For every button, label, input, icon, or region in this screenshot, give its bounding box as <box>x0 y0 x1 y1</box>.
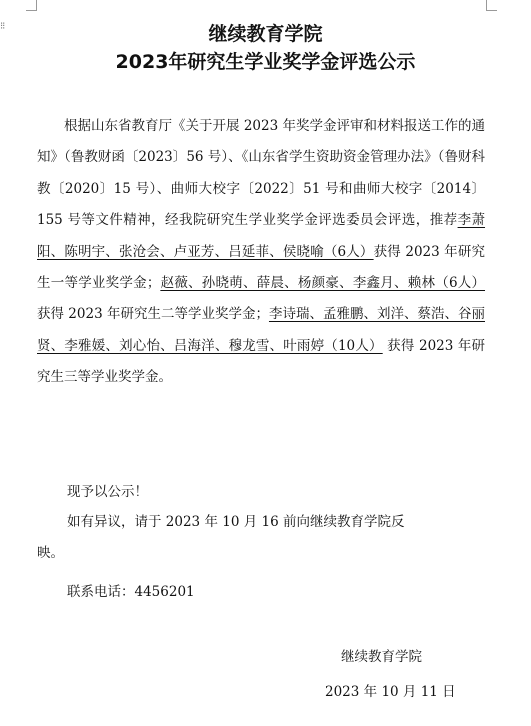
signature-org: 继续教育学院 <box>341 649 422 665</box>
drag-handle-icon[interactable]: ⁝⁝ <box>0 21 5 32</box>
third-prize-text: 获得 2023 年研究生三等学业奖学金。 <box>37 337 485 386</box>
first-prize-names: 李萧阳、陈明宇、张沧会、卢亚芳、吕延菲、侯晓喻（6人） <box>37 212 486 260</box>
third-prize-names: 李诗瑞、孟雅鹏、刘洋、蔡浩、谷丽贤、李雅媛、刘心怡、吕海洋、穆龙雪、叶雨婷（10人） <box>37 306 485 354</box>
page-corner-mark-left <box>26 0 37 11</box>
document-title-line1: 继续教育学院 <box>208 23 323 45</box>
page-corner-mark-right <box>486 0 497 11</box>
contact-phone: 联系电话：4456201 <box>67 584 195 600</box>
objection-text-continued: 映。 <box>37 545 64 561</box>
first-prize-text: 获得 2023 年研究生一等学业奖学金； <box>37 243 485 292</box>
notice-text: 现予以公示！ <box>67 484 148 500</box>
intro-text: 根据山东省教育厅《关于开展 2023 年奖学金评审和材料报送工作的通知》（鲁教财函〔2023〕56 号）、《山东省学生资助资金管理办法》（鲁财科教〔2020〕15 号）、曲师大校字〔2022〕51 号和曲师大校字〔2014〕155 号等文件精神，经我院研究生学业奖学金评选委员会评选，推荐 <box>37 118 485 229</box>
signature-date: 2023 年 10 月 11 日 <box>325 684 456 700</box>
second-prize-names: 赵薇、孙晓萌、薛晨、杨颜豪、李鑫月、赖林（6人） <box>160 275 486 292</box>
main-paragraph <box>37 111 485 394</box>
document-title-line2: 2023年研究生学业奖学金评选公示 <box>115 51 416 73</box>
objection-text: 如有异议，请于 2023 年 10 月 16 前向继续教育学院反 <box>67 514 405 530</box>
second-prize-text: 获得 2023 年研究生二等学业奖学金； <box>37 306 269 323</box>
